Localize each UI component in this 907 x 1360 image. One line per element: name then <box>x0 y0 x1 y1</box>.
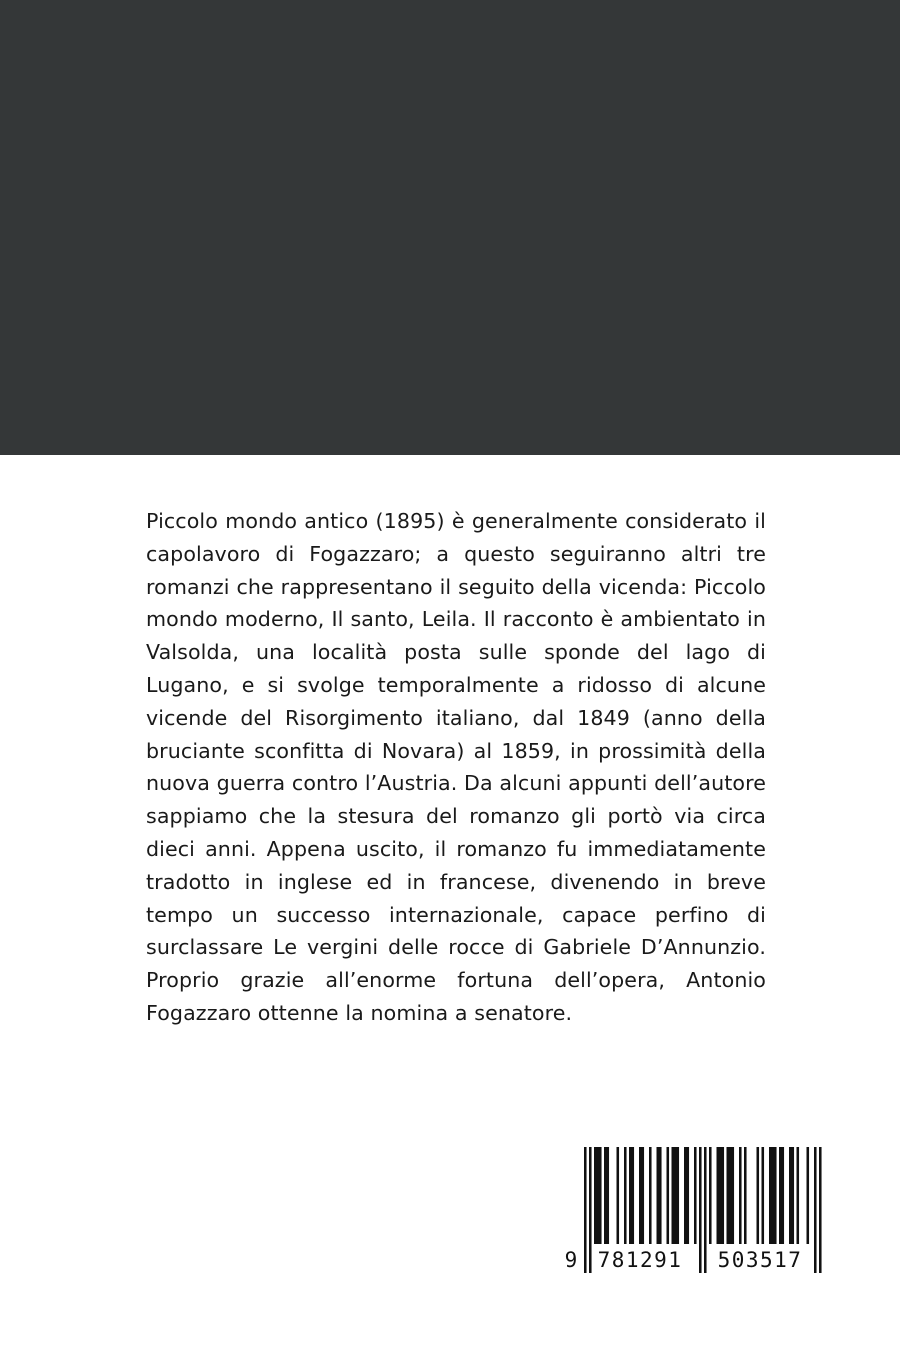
barcode-guard-bar <box>819 1147 822 1273</box>
barcode-first-digit: 9 <box>564 1248 578 1272</box>
book-description: Piccolo mondo antico (1895) è generalmente considerato il capolavoro di Fogazzaro; a questo seguiranno altri tre romanzi che rappresentano il seguito della vicenda: Piccolo mondo moderno, Il santo, Leila. Il racconto è ambientato in Valsolda, una località posta sulle sponde del lago di Lugano, e si svolge temporalmente a ridosso di alcune vicende del Risorgimento italiano, dal 1849 (anno della bruciante sconfitta di Novara) al 1859, in prossimità della nuova guerra contro l’Austria. Da alcuni appunti dell’autore sappiamo che la stesura del romanzo gli portò via circa dieci anni. Appena uscito, il romanzo fu immediatamente tradotto in inglese ed in francese, divenendo in breve tempo un successo internazionale, capace perfino di surclassare Le vergini delle rocce di Gabriele D’Annunzio. Proprio grazie all’enorme fortuna dell’opera, Antonio Fogazzaro ottenne la nomina a senatore. <box>146 509 766 1025</box>
barcode-bar <box>672 1147 675 1244</box>
barcode-guard-bar <box>584 1147 587 1273</box>
barcode-bar <box>629 1147 632 1244</box>
cover-dark-band <box>0 0 900 455</box>
barcode-bar <box>732 1147 735 1244</box>
barcode-bar <box>684 1147 687 1244</box>
barcode-bar <box>772 1147 775 1244</box>
barcode-bar <box>624 1147 627 1244</box>
isbn-barcode <box>560 1147 825 1274</box>
barcode-bar <box>642 1147 645 1244</box>
barcode-left-group: 781291 <box>597 1248 683 1272</box>
barcode-guard-bar <box>589 1147 592 1273</box>
barcode-bar <box>687 1147 690 1244</box>
page-edge <box>900 0 907 1360</box>
barcode-bar <box>599 1147 602 1244</box>
barcode-bar <box>717 1147 720 1244</box>
barcode-bar <box>769 1147 772 1244</box>
barcode-bar <box>632 1147 635 1244</box>
barcode-bar <box>807 1147 810 1244</box>
barcode-bar <box>594 1147 597 1244</box>
barcode-bar <box>739 1147 742 1244</box>
barcode-bar <box>744 1147 747 1244</box>
barcode-bar <box>657 1147 660 1244</box>
barcode-bar <box>659 1147 662 1244</box>
barcode-guard-bar <box>814 1147 817 1273</box>
barcode-bar <box>677 1147 680 1244</box>
barcode-bar <box>727 1147 730 1244</box>
barcode-bar <box>729 1147 732 1244</box>
barcode-bar <box>694 1147 697 1244</box>
barcode-bar <box>667 1147 670 1244</box>
barcode-bar <box>617 1147 620 1244</box>
barcode-right-group: 503517 <box>717 1248 803 1272</box>
barcode-bar <box>719 1147 722 1244</box>
barcode-bar <box>597 1147 600 1244</box>
barcode-bar <box>709 1147 712 1244</box>
barcode-guard-bar <box>704 1147 707 1273</box>
barcode-bar <box>757 1147 760 1244</box>
barcode-bar <box>762 1147 765 1244</box>
barcode-bar <box>649 1147 652 1244</box>
barcode-bar <box>779 1147 782 1244</box>
barcode-bar <box>792 1147 795 1244</box>
barcode-bar <box>774 1147 777 1244</box>
barcode-bar <box>639 1147 642 1244</box>
barcode-bar <box>607 1147 610 1244</box>
barcode-bar <box>604 1147 607 1244</box>
barcode-bar <box>782 1147 785 1244</box>
barcode-bar <box>797 1147 800 1244</box>
barcode-bar <box>789 1147 792 1244</box>
barcode-bar <box>674 1147 677 1244</box>
barcode-bar <box>722 1147 725 1244</box>
barcode-guard-bar <box>699 1147 702 1273</box>
